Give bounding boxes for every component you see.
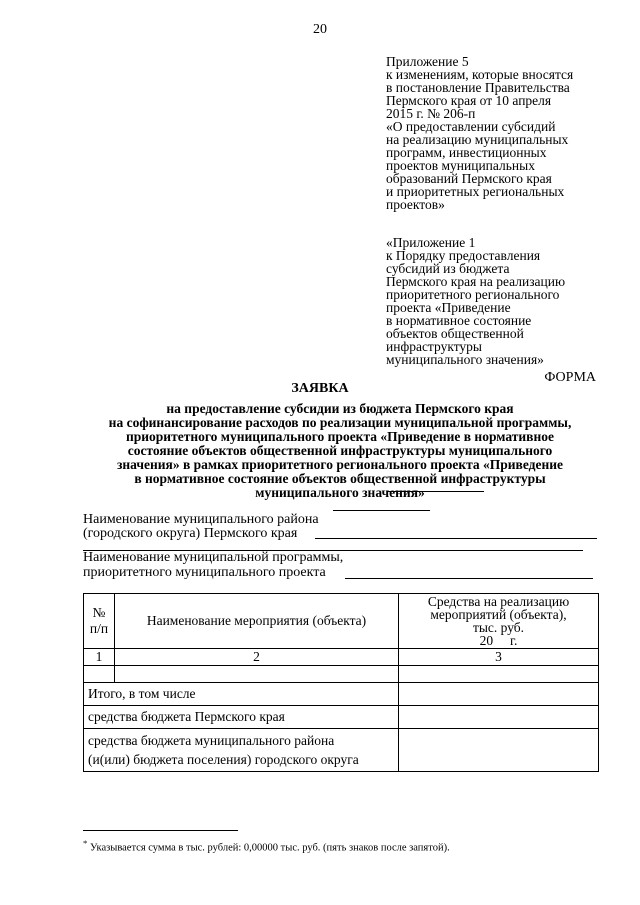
regional-budget-value[interactable]: [399, 706, 599, 729]
document-title: ЗАЯВКА: [291, 381, 349, 396]
table-header-row: [84, 594, 599, 649]
appendix-5-block: [386, 55, 573, 211]
cell-empty[interactable]: [84, 666, 115, 683]
cell-empty[interactable]: [399, 666, 599, 683]
appendix-1-line: «Приложение 1: [386, 235, 476, 250]
header-funds-4: 20 г.: [479, 633, 518, 648]
municipality-label-1: Наименование муниципального района: [83, 512, 319, 527]
municipality-label-2: (городского округа) Пермского края: [83, 526, 298, 541]
header-number-pp: п/п: [89, 621, 109, 636]
municipal-budget-label-1: средства бюджета муниципального района: [88, 733, 335, 748]
appendix-5-line: 2015 г. № 206-п: [386, 106, 476, 121]
municipal-budget-value[interactable]: [399, 729, 599, 772]
footnote-rule: [83, 830, 238, 831]
col-number-3: 3: [399, 649, 599, 666]
table-row-municipal: [84, 729, 599, 772]
appendix-5-line: программ, инвестиционных: [386, 145, 547, 160]
appendix-1-block: [386, 236, 565, 366]
header-number-sign: №: [92, 605, 106, 620]
col-number-2: 2: [115, 649, 399, 666]
appendix-1-line: Пермского края на реализацию: [386, 274, 566, 289]
regional-budget-label: средства бюджета Пермского края: [84, 706, 399, 729]
form-label: ФОРМА: [544, 370, 596, 385]
header-funds-1: Средства на реализацию: [427, 594, 570, 609]
appendix-1-line: инфраструктуры: [386, 339, 482, 354]
footnote: [83, 838, 450, 854]
table-row-total: [84, 683, 599, 706]
appendix-5-line: «О предоставлении субсидий: [386, 119, 556, 134]
appendix-1-line: к Порядку предоставления: [386, 248, 541, 263]
program-input-line[interactable]: [345, 578, 593, 579]
footnote-text: Указывается сумма в тыс. рублей: 0,00000 тыс. руб. (пять знаков после запятой).: [90, 842, 450, 854]
subtitle-line: в нормативное состояние объектов общественной инфраструктуры: [134, 471, 546, 486]
total-label: Итого, в том числе: [84, 683, 399, 706]
cell-empty[interactable]: [115, 666, 399, 683]
municipality-input-line[interactable]: [315, 538, 597, 539]
appendix-5-line: в постановление Правительства: [386, 80, 570, 95]
col-number-1: 1: [84, 649, 115, 666]
total-value[interactable]: [399, 683, 599, 706]
municipal-budget-label-2: (и(или) бюджета поселения) городского округа: [88, 752, 359, 767]
appendix-5-line: проектов муниципальных: [386, 158, 535, 173]
subtitle-line: значения» в рамках приоритетного регионального проекта «Приведение: [116, 457, 564, 472]
program-label-1: Наименование муниципальной программы,: [83, 550, 344, 565]
header-funds: [399, 594, 599, 649]
appendix-5-line: Пермского края от 10 апреля: [386, 93, 552, 108]
appendix-5-line: образований Пермского края: [386, 171, 552, 186]
header-number: [84, 594, 115, 649]
appendix-5-line: на реализацию муниципальных: [386, 132, 569, 147]
subtitle-line: состояние объектов общественной инфраструктуры муниципального: [127, 443, 553, 458]
table-row-empty: [84, 666, 599, 683]
subtitle-line: приоритетного муниципального проекта «Приведение в нормативное: [125, 429, 554, 444]
subtitle-line: на предоставление субсидии из бюджета Пермского края: [166, 401, 514, 416]
document-subtitle: [80, 402, 600, 500]
municipal-budget-label: [84, 729, 399, 772]
appendix-1-line: в нормативное состояние: [386, 313, 532, 328]
header-name: Наименование мероприятия (объекта): [115, 594, 399, 649]
column-number-row: [84, 649, 599, 666]
appendix-5-line: Приложение 5: [386, 54, 469, 69]
appendix-5-line: и приоритетных региональных: [386, 184, 565, 199]
appendix-1-line: муниципального значения»: [386, 352, 544, 367]
appendix-5-line: к изменениям, которые вносятся: [386, 67, 574, 82]
appendix-1-line: проекта «Приведение: [386, 300, 511, 315]
header-funds-3: тыс. руб.: [472, 620, 525, 635]
appendix-5-line: проектов»: [386, 197, 445, 212]
header-funds-2: мероприятий (объекта),: [430, 607, 567, 622]
appendix-1-line: субсидий из бюджета: [386, 261, 510, 276]
subtitle-line: на софинансирование расходов по реализации муниципальной программы,: [108, 415, 572, 430]
table-row-regional: [84, 706, 599, 729]
subtitle-line: муниципального значения»: [255, 485, 425, 500]
application-table: [83, 593, 599, 772]
appendix-1-line: объектов общественной: [386, 326, 524, 341]
page-number: 20: [313, 22, 327, 37]
subtitle-blank-line: [388, 491, 484, 492]
appendix-1-line: приоритетного регионального: [386, 287, 560, 302]
municipality-top-line: [333, 510, 430, 511]
program-label-2: приоритетного муниципального проекта: [83, 565, 326, 580]
footnote-mark: *: [83, 838, 88, 848]
